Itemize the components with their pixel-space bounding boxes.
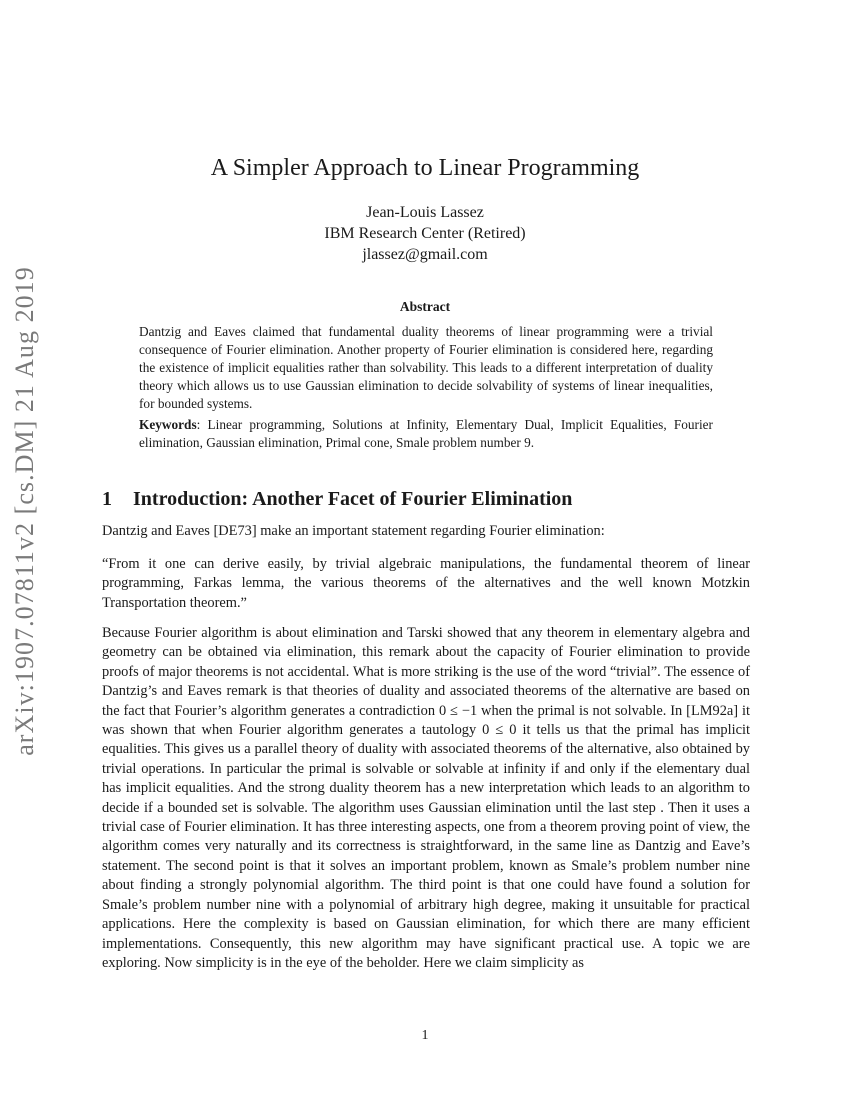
author-name: Jean-Louis Lassez [366, 204, 484, 221]
keywords-label: Keywords [139, 417, 197, 432]
section-title: Introduction: Another Facet of Fourier Elimination [133, 488, 573, 510]
abstract-heading: Abstract [399, 299, 451, 314]
page-number: 1 [421, 1028, 429, 1043]
paper-title: A Simpler Approach to Linear Programming [210, 155, 640, 181]
author-email: jlassez@gmail.com [362, 246, 488, 263]
arxiv-identifier-stamp [2, 258, 48, 764]
author-affiliation: IBM Research Center (Retired) [324, 225, 526, 242]
quote-paragraph: “From it one can derive easily, by trivial algebraic manipulations, the fundamental theorem of linear programming, Farkas lemma, the various theorems of the alternatives and the well known Motzkin Transportation theorem.” [102, 556, 750, 611]
keywords [139, 416, 713, 452]
arxiv-identifier-text: arXiv:1907.07811v2 [cs.DM] 21 Aug 2019 [10, 266, 40, 756]
keywords-text: : Linear programming, Solutions at Infinity, Elementary Dual, Implicit Equalities, Fourier elimination, Gaussian elimination, Primal cone, Smale problem number 9. [139, 417, 713, 450]
section-number: 1 [102, 488, 112, 510]
body-paragraph: Dantzig and Eaves [DE73] make an important statement regarding Fourier elimination: [102, 523, 605, 539]
abstract-text: Dantzig and Eaves claimed that fundamental duality theorems of linear programming were a trivial consequence of Fourier elimination. Another property of Fourier elimination is considered here, regarding the existence of implicit equalities rather than solvability. This leads to a different interpretation of duality theory which allows us to use Gaussian elimination to decide solvability of systems of linear inequalities, for bounded systems. [139, 324, 713, 411]
author-block [0, 202, 850, 265]
body-paragraph: Because Fourier algorithm is about elimination and Tarski showed that any theorem in elementary algebra and geometry can be obtained via elimination, this remark about the capacity of Fourier elimination to provide proofs of major theorems is not accidental. What is more striking is the use of the word “trivial”. The essence of Dantzig’s and Eaves remark is that theories of duality and associated theorems of the alternative are based on the fact that Fourier’s algorithm generates a contradiction 0 ≤ −1 when the primal is not solvable. In [LM92a] it was shown that when Fourier algorithm generates a tautology 0 ≤ 0 it tells us that the primal has implicit equalities. This gives us a parallel theory of duality with associated theorems of the alternative, also obtained by trivial operations. In particular the primal is solvable or solvable at infinity if and only if the elementary dual has implicit equalities. And the strong duality theorem has a new interpretation which leads to an algorithm to decide if a bounded set is solvable. The algorithm uses Gaussian elimination until the last step . Then it uses a trivial case of Fourier elimination. It has three interesting aspects, one from a theorem proving point of view, the algorithm comes very naturally and its correctness is straightforward, in the same line as Dantzig and Eave’s statement. The second point is that it solves an important problem, known as Smale’s problem number nine about finding a strongly polynomial algorithm. The third point is that one could have found a solution for Smale’s problem number nine with a polynomial of arbitrary high degree, making it unsuitable for practical applications. Here the complexity is based on Gaussian elimination, for which there are many efficient implementations. Consequently, this new algorithm may have significant practical use. A topic we are exploring. Now simplicity is in the eye of the beholder. Here we claim simplicity as [102, 625, 750, 971]
section-heading [102, 486, 752, 512]
